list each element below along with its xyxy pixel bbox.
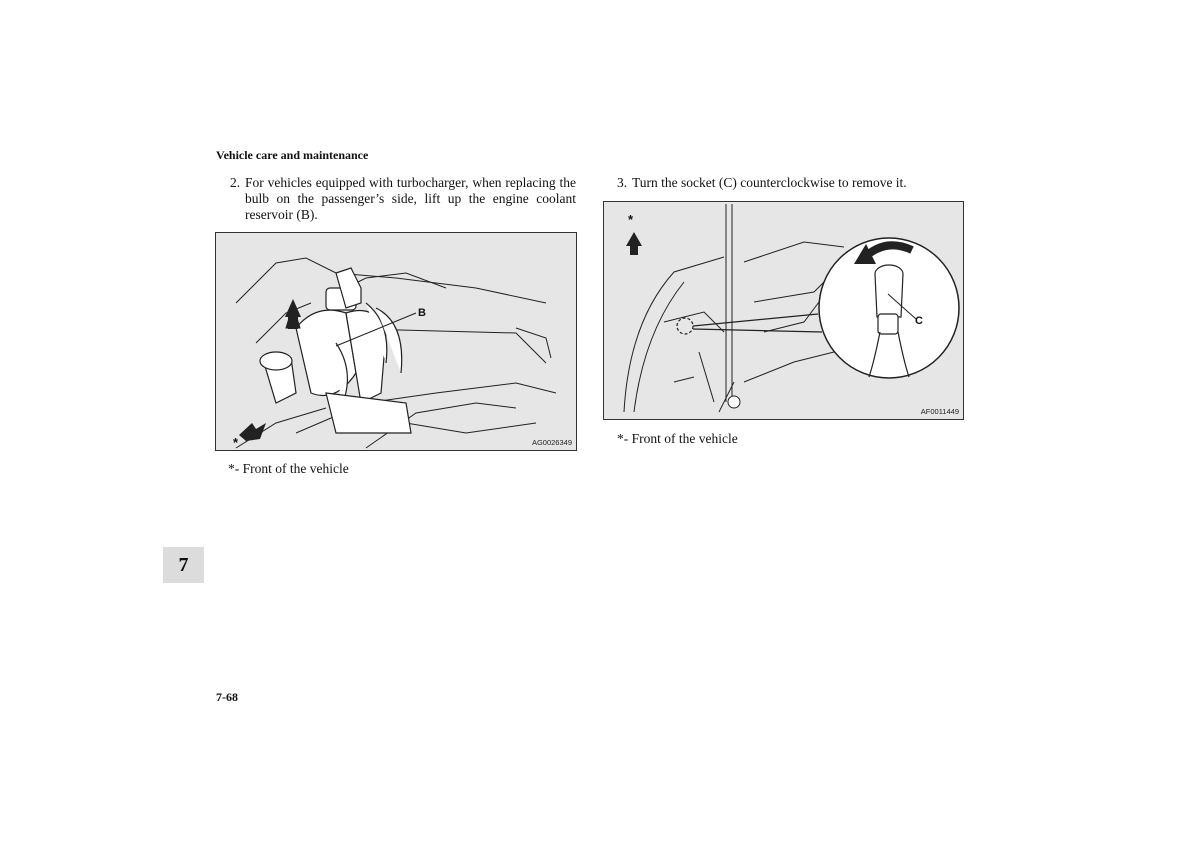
figure-caption: *- Front of the vehicle — [617, 431, 738, 446]
front-marker: * — [233, 435, 239, 450]
step-3 — [617, 175, 963, 191]
socket-illustration — [604, 202, 963, 419]
section-title: Vehicle care and maintenance — [216, 148, 369, 162]
step-text: For vehicles equipped with turbocharger, when replacing the bulb on the passenger’s side, lift up the engine coolant reservoir (B). — [245, 175, 576, 222]
step-text: Turn the socket (C) counterclockwise to remove it. — [632, 175, 907, 190]
figure-code: AF0011449 — [920, 407, 959, 416]
callout-c: C — [915, 315, 923, 327]
engine-bay-illustration — [216, 233, 576, 450]
figure-socket-removal — [603, 201, 964, 420]
step-number: 3. — [617, 175, 628, 190]
callout-b: B — [418, 307, 426, 319]
front-marker: * — [628, 212, 634, 227]
step-2 — [230, 175, 576, 223]
figure-coolant-reservoir — [215, 232, 577, 451]
figure-caption: *- Front of the vehicle — [228, 461, 349, 476]
chapter-tab: 7 — [163, 547, 204, 583]
figure-code: AG0026349 — [531, 438, 572, 447]
page-number: 7-68 — [216, 690, 238, 704]
step-number: 2. — [230, 175, 241, 190]
